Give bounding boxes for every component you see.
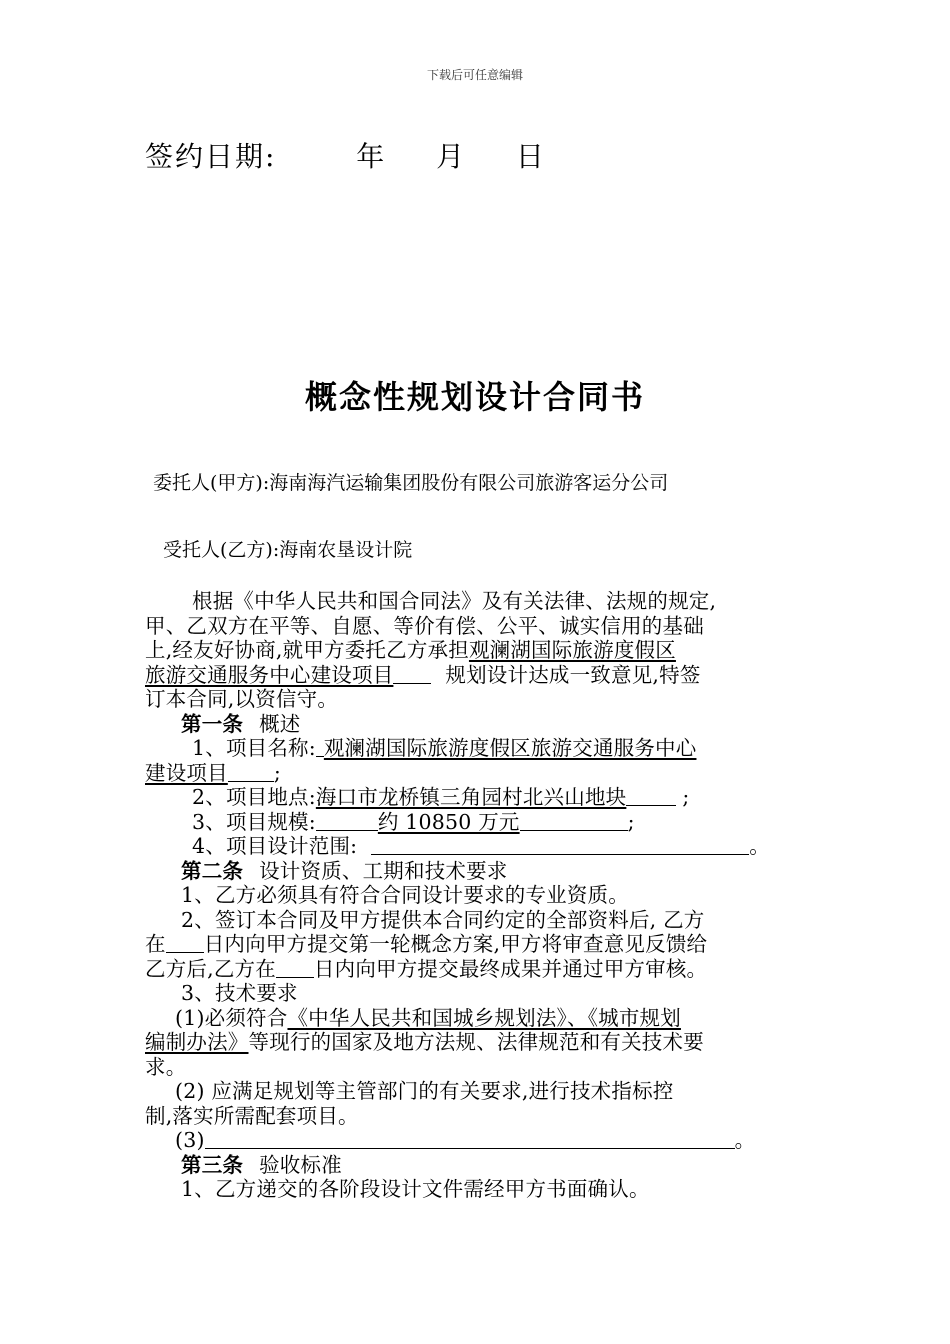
article-3-heading (145, 1153, 810, 1178)
project-name-underlined: 观澜湖国际旅游度假区 (468, 638, 676, 662)
article-2-number: 第二条 (181, 858, 244, 883)
project-name-underlined-cont: 旅游交通服务中心建设项目 (145, 662, 394, 687)
intro-line-3 (145, 638, 810, 663)
article-3-number: 第三条 (181, 1152, 244, 1177)
item-1-value: 观澜湖国际旅游度假区旅游交通服务中心 (323, 736, 697, 760)
intro-line-4 (145, 663, 810, 688)
p2-l3-text: 日内向甲方提交最终成果并通过甲方审核。 (313, 956, 708, 981)
tech-req-1-laws-cont: 编制办法》 (145, 1030, 249, 1054)
intro-line-3-text: 上,经友好协商,就甲方委托乙方承担 (145, 638, 469, 662)
item-3-value: 约 10850 万元 (377, 809, 520, 834)
article-1-item-4 (145, 834, 810, 859)
article-1-heading (145, 712, 810, 737)
tech-req-3 (145, 1128, 810, 1153)
article-1-item-2 (145, 785, 810, 810)
p2-l3-prefix: 乙方后,乙方在 (145, 956, 276, 981)
item-1-value-cont: 建设项目 (145, 760, 228, 785)
tech-req-2-line-2: 制,落实所需配套项目。 (145, 1103, 359, 1128)
item-2-label: 2、项目地点: (192, 785, 316, 809)
tech-req-1-prefix: (1)必须符合 (175, 1005, 288, 1030)
article-2-para-2-line-3 (145, 957, 810, 982)
tech-req-1-line-2 (145, 1030, 810, 1055)
tech-req-2-line-1: (2) 应满足规划等主管部门的有关要求,进行技术指标控 (175, 1079, 674, 1103)
intro-line-1: 根据《中华人民共和国合同法》及有关法律、法规的规定, (192, 589, 717, 613)
contractor-party: 受托人(乙方):海南农垦设计院 (163, 539, 413, 561)
sign-date-line (145, 135, 546, 175)
tech-req-3-end: 。 (734, 1128, 756, 1152)
sign-date-day: 日 (515, 140, 546, 173)
article-1-item-1 (145, 736, 810, 761)
client-party: 委托人(甲方):海南海汽运输集团股份有限公司旅游客运分公司 (153, 472, 669, 494)
item-2-value: 海口市龙桥镇三角园村北兴山地块 (315, 785, 627, 809)
article-2-para-3: 3、技术要求 (181, 981, 298, 1005)
intro-line-5: 订本合同,以资信守。 (145, 687, 339, 711)
item-4-label: 4、项目设计范围: (192, 834, 358, 858)
tech-req-3-prefix: (3) (175, 1128, 205, 1152)
tech-req-1-line-1 (145, 1006, 810, 1031)
p2-l2-prefix: 在 (145, 932, 166, 956)
intro-line-2: 甲、乙双方在平等、自愿、等价有偿、公平、诚实信用的基础 (145, 613, 704, 638)
article-3-name: 验收标准 (259, 1152, 342, 1177)
contract-body (145, 589, 810, 1202)
article-2-para-2-line-1: 2、签订本合同及甲方提供本合同约定的全部资料后, 乙方 (181, 907, 705, 932)
tech-req-1-text: 等现行的国家及地方法规、法律规范和有关技术要 (248, 1030, 704, 1054)
article-1-number: 第一条 (181, 711, 244, 736)
item-2-end: ; (682, 785, 690, 809)
item-3-label: 3、项目规模: (192, 809, 316, 834)
article-1-item-1-cont (145, 761, 810, 786)
item-1-end: ; (273, 760, 281, 785)
article-3-para-1: 1、乙方递交的各阶段设计文件需经甲方书面确认。 (181, 1177, 650, 1201)
article-1-name: 概述 (259, 711, 301, 736)
sign-date-month: 月 (436, 140, 467, 173)
tech-req-1-laws: 《中华人民共和国城乡规划法》、《城市规划 (287, 1005, 681, 1030)
article-2-name: 设计资质、工期和技术要求 (259, 858, 508, 883)
article-2-para-2-line-2 (145, 932, 810, 957)
sign-date-year: 年 (356, 140, 387, 173)
item-3-end: ; (627, 809, 635, 834)
intro-line-4-text: 规划设计达成一致意见,特签 (445, 662, 701, 687)
article-1-item-3 (145, 810, 810, 835)
page-header-note: 下载后可任意编辑 (426, 68, 523, 82)
item-1-label: 1、项目名称: (192, 736, 316, 760)
contract-title: 概念性规划设计合同书 (304, 378, 645, 416)
article-2-para-1: 1、乙方必须具有符合合同设计要求的专业资质。 (181, 883, 629, 907)
article-2-heading (145, 859, 810, 884)
tech-req-1-line-3: 求。 (145, 1054, 187, 1079)
sign-date-label: 签约日期: (145, 140, 277, 173)
item-4-end: 。 (749, 834, 770, 858)
p2-l2-text: 日内向甲方提交第一轮概念方案,甲方将审查意见反馈给 (203, 932, 708, 956)
